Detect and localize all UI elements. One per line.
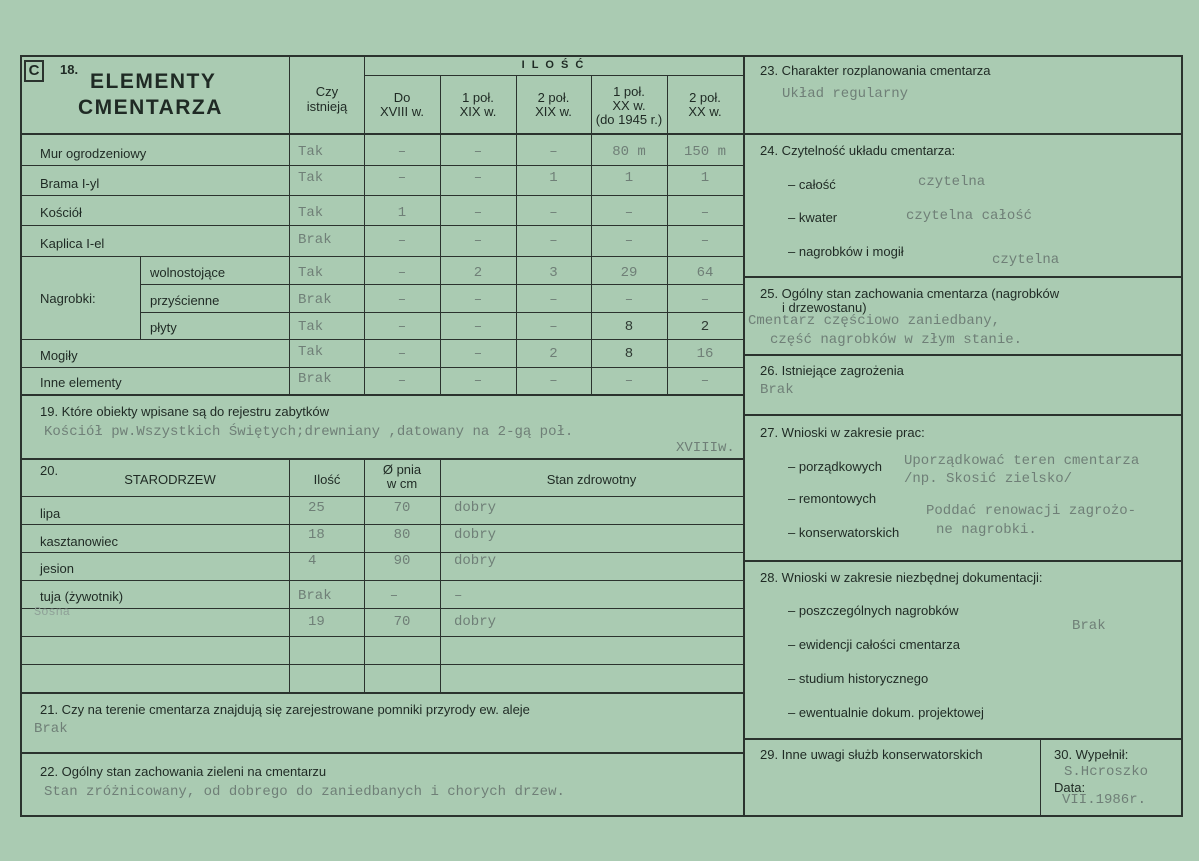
tree-qty: 18 (308, 527, 325, 543)
tree-health: dobry (454, 500, 497, 516)
cell-value: – (473, 144, 483, 160)
row-exists-value: Tak (298, 265, 324, 281)
cell-value: – (397, 292, 407, 308)
row-exists-value: Brak (298, 371, 332, 387)
grid-line (21, 225, 743, 226)
section-27-value-line1: Uporządkować teren cmentarza (904, 453, 1140, 469)
grid-line (21, 394, 743, 396)
cell-value: – (700, 292, 710, 308)
cell-value: 2 (700, 319, 710, 335)
section-23-label: 23. Charakter rozplanowania cmentarza (760, 63, 991, 78)
row-label: Inne elementy (40, 375, 122, 390)
tree-label: tuja (żywotnik) (40, 589, 124, 604)
row-exists-value: Brak (298, 232, 332, 248)
section-21-value: Brak (34, 721, 68, 737)
cell-value: 64 (696, 265, 714, 281)
cell-value: – (549, 319, 558, 335)
cell-value: – (473, 373, 483, 389)
cell-value: 1 (397, 205, 407, 221)
cell-value: 2 (473, 265, 483, 281)
grid-line (744, 276, 1182, 278)
grid-line (21, 165, 743, 166)
cell-value: – (549, 144, 558, 160)
section-19-value-line2: XVIIIw. (676, 440, 735, 456)
tree-label: lipa (40, 506, 61, 521)
cell-value: 1 (549, 170, 558, 186)
date-label: Data: (1054, 780, 1086, 795)
cell-value: – (397, 319, 407, 335)
grid-line (744, 354, 1182, 356)
section-27-label: 27. Wnioski w zakresie prac: (760, 425, 925, 440)
tree-diameter: 80 (393, 527, 411, 543)
section-25-value-line2: część nagrobków w złym stanie. (770, 332, 1023, 348)
row-label: Kościół (40, 205, 82, 220)
section-28-item: – ewentualnie dokum. projektowej (788, 705, 984, 720)
cell-value: 3 (549, 265, 558, 281)
row-label: Mur ogrodzeniowy (40, 146, 147, 161)
tree-label: jesion (40, 561, 74, 576)
cell-value: – (549, 205, 558, 221)
column-period-1: Do XVIII w. (379, 90, 425, 119)
section-28-item: – studium historycznego (788, 671, 929, 686)
cell-value: 8 (624, 319, 634, 335)
cell-value: – (549, 373, 558, 389)
grid-line (744, 414, 1182, 416)
section-23-value: Układ regularny (782, 86, 909, 102)
cell-value: – (624, 373, 634, 389)
tree-qty: 4 (308, 553, 317, 569)
grid-line (744, 560, 1182, 562)
section-28-item: – poszczególnych nagrobków (788, 603, 959, 618)
grid-line (21, 580, 743, 581)
tree-health: dobry (454, 553, 497, 569)
section-27-item: – konserwatorskich (788, 525, 900, 540)
cell-value: – (397, 170, 407, 186)
cell-value: – (624, 205, 634, 221)
section-27-item: – porządkowych (788, 459, 882, 474)
tree-qty: Brak (298, 588, 332, 604)
section-24-label: 24. Czytelność układu cmentarza: (760, 143, 956, 158)
nagrobki-label: Nagrobki: (40, 291, 96, 306)
section-24-item-value: czytelna (918, 174, 986, 190)
section-19-value-line1: Kościół pw.Wszystkich Świętych;drewniany ,datowany na 2-gą poł. (44, 424, 574, 440)
cell-value: – (624, 233, 634, 249)
section-27-value-line4: ne nagrobki. (936, 522, 1037, 538)
tree-label-typed: Sosna (34, 605, 71, 619)
row-exists-value: Brak (298, 292, 332, 308)
row-exists-value: Tak (298, 205, 324, 221)
section-19-label: 19. Które obiekty wpisane są do rejestru zabytków (40, 404, 330, 419)
column-health: Stan zdrowotny (546, 472, 637, 487)
section-24-item: – całość (788, 177, 836, 192)
cell-value: – (397, 346, 407, 362)
section-18-title-line2: CMENTARZA (78, 96, 223, 119)
section-22-label: 22. Ogólny stan zachowania zieleni na cmentarzu (40, 764, 327, 779)
grid-line (1040, 738, 1041, 816)
section-29-label: 29. Inne uwagi służb konserwatorskich (760, 747, 983, 762)
grid-line (140, 312, 743, 313)
row-label: przyścienne (150, 293, 220, 308)
grid-line (21, 636, 743, 637)
section-24-item-value: czytelna (992, 252, 1060, 268)
cell-value: – (473, 233, 483, 249)
cell-value: – (473, 346, 483, 362)
grid-line (744, 133, 1182, 135)
section-24-item: – nagrobków i mogił (788, 244, 904, 259)
section-25-label-line1: 25. Ogólny stan zachowania cmentarza (nagrobków (760, 286, 1060, 301)
column-exists-header: Czy istnieją (306, 84, 348, 114)
tree-diameter: 70 (393, 614, 411, 630)
grid-line (21, 524, 743, 525)
grid-line (21, 752, 743, 754)
cell-value: – (473, 170, 483, 186)
grid-line (140, 284, 743, 285)
cell-value: 1 (624, 170, 634, 186)
column-tree-qty: Ilość (313, 472, 341, 487)
main-divider (743, 56, 745, 816)
cell-value: – (700, 233, 710, 249)
section-26-value: Brak (760, 382, 794, 398)
section-24-item: – kwater (788, 210, 838, 225)
grid-line (21, 608, 743, 609)
row-label: Brama I-yl (40, 176, 100, 191)
row-label: Mogiły (40, 348, 78, 363)
grid-line (440, 458, 441, 692)
section-21-label: 21. Czy na terenie cmentarza znajdują się zarejestrowane pomniki przyrody ew. aleje (40, 702, 530, 717)
cell-value: – (397, 265, 407, 281)
tree-health: – (454, 588, 463, 604)
grid-line (140, 256, 141, 339)
column-period-2: 1 poł. XIX w. (459, 90, 497, 119)
section-20-title: STARODRZEW (124, 472, 216, 487)
section-25-label-line2: i drzewostanu) (782, 300, 867, 315)
grid-line (289, 458, 290, 692)
grid-line (21, 458, 743, 460)
column-trunk-diameter: Ø pnia w cm (382, 462, 422, 491)
row-exists-value: Tak (298, 344, 324, 360)
column-period-3: 2 poł. XIX w. (535, 90, 572, 119)
grid-line (21, 133, 743, 135)
tree-label: kasztanowiec (40, 534, 119, 549)
row-label: płyty (150, 320, 177, 335)
tree-health: dobry (454, 614, 497, 630)
grid-line (21, 256, 743, 257)
section-27-value-line3: Poddać renowacji zagrożo- (926, 503, 1137, 519)
section-28-item: – ewidencji całości cmentarza (788, 637, 960, 652)
section-22-value: Stan zróżnicowany, od dobrego do zaniedbanych i chorych drzew. (44, 784, 565, 800)
cell-value: 150 m (683, 144, 726, 160)
cell-value: – (397, 144, 407, 160)
section-25-value-line1: Cmentarz częściowo zaniedbany, (748, 313, 1001, 329)
cell-value: – (397, 233, 407, 249)
column-period-5: 2 poł. XX w. (688, 90, 722, 119)
row-exists-value: Tak (298, 170, 324, 186)
column-quantity-header: I L O Ś Ć (521, 59, 586, 71)
section-28-label: 28. Wnioski w zakresie niezbędnej dokumentacji: (760, 570, 1043, 585)
grid-line (744, 738, 1182, 740)
cell-value: 16 (696, 346, 714, 362)
cell-value: – (473, 205, 483, 221)
grid-line (21, 367, 743, 368)
cell-value: – (700, 205, 710, 221)
cell-value: 2 (549, 346, 558, 362)
cell-value: 8 (624, 346, 634, 362)
tree-qty: 19 (308, 614, 325, 630)
tree-diameter: – (389, 588, 399, 604)
date-value: VII.1986r. (1062, 792, 1147, 808)
cell-value: – (473, 292, 483, 308)
tree-diameter: 90 (393, 553, 411, 569)
row-exists-value: Tak (298, 144, 324, 160)
section-27-item: – remontowych (788, 491, 877, 506)
section-26-label: 26. Istniejące zagrożenia (760, 363, 904, 378)
section-30-label: 30. Wypełnił: (1054, 747, 1129, 762)
cell-value: – (700, 373, 710, 389)
cell-value: 1 (700, 170, 710, 186)
grid-line (21, 195, 743, 196)
grid-line (21, 339, 743, 340)
section-letter-box: C (24, 60, 44, 82)
column-period-4: 1 poł. XX w. (do 1945 r.) (595, 84, 663, 127)
cell-value: – (624, 292, 634, 308)
grid-line (21, 496, 743, 497)
cell-value: – (397, 373, 407, 389)
cell-value: – (549, 292, 558, 308)
section-28-value: Brak (1072, 618, 1106, 634)
grid-line (364, 75, 743, 76)
cell-value: – (549, 233, 558, 249)
cell-value: 80 m (612, 144, 646, 160)
section-27-value-line2: /np. Skosić zielsko/ (904, 471, 1073, 487)
row-label: Kaplica I-el (40, 236, 105, 251)
section-24-item-value: czytelna całość (906, 208, 1033, 224)
cell-value: – (473, 319, 483, 335)
tree-health: dobry (454, 527, 497, 543)
grid-line (21, 664, 743, 665)
section-18-title-line1: ELEMENTY (90, 70, 217, 93)
tree-qty: 25 (308, 500, 325, 516)
cell-value: 29 (620, 265, 638, 281)
row-label: wolnostojące (150, 265, 226, 280)
tree-diameter: 70 (393, 500, 411, 516)
row-exists-value: Tak (298, 319, 324, 335)
grid-line (21, 692, 743, 694)
filled-by-value: S.Hcroszko (1064, 764, 1149, 780)
section-18-number: 18. (60, 62, 79, 77)
section-20-number: 20. (40, 463, 59, 478)
grid-line (364, 458, 365, 692)
